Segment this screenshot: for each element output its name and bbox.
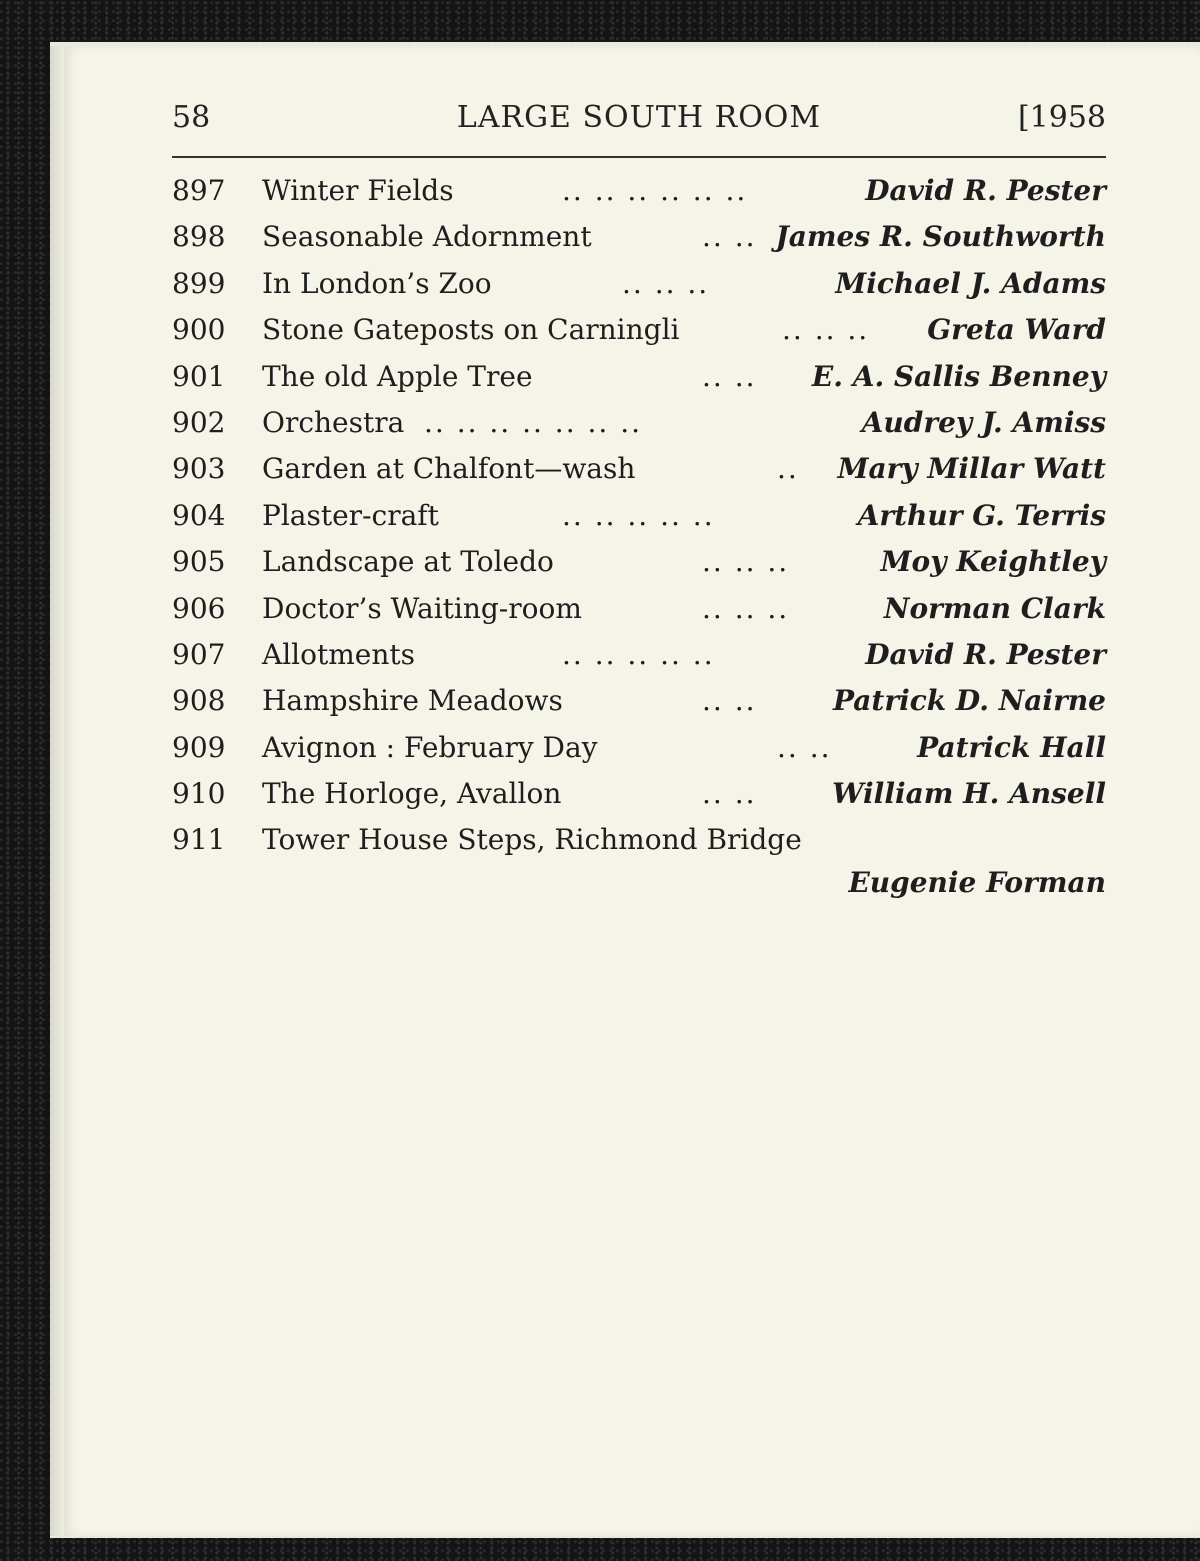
entry-artist: Moy Keightley (880, 545, 1106, 579)
header-rule (172, 156, 1106, 158)
leader-dots: .. .. (702, 684, 757, 718)
entry-number: 905 (172, 545, 226, 579)
entry-title: Allotments (262, 637, 416, 671)
catalogue-entry (172, 261, 1106, 307)
entry-number: 911 (172, 823, 226, 857)
catalogue-entry (172, 678, 1106, 724)
entry-title: In London’s Zoo (262, 266, 492, 300)
entry-artist: David R. Pester (865, 637, 1106, 671)
entry-title: Garden at Chalfont—wash (262, 452, 636, 486)
entry-artist: Patrick D. Nairne (832, 684, 1106, 718)
page-header (172, 100, 1106, 150)
entry-number: 908 (172, 684, 226, 718)
entry-title: Orchestra (262, 405, 405, 439)
entry-number: 901 (172, 359, 226, 393)
leader-dots: .. .. .. (702, 545, 790, 579)
leader-dots: .. .. .. .. .. (562, 498, 715, 532)
catalogue-entry (172, 400, 1106, 446)
leader-dots: .. .. .. .. .. .. (562, 174, 748, 207)
leader-dots: .. .. (777, 730, 832, 764)
entry-number: 910 (172, 777, 226, 811)
entry-artist: Audrey J. Amiss (861, 405, 1106, 439)
entry-title: The old Apple Tree (262, 359, 533, 393)
entry-artist: Michael J. Adams (835, 266, 1106, 300)
catalogue-entry (172, 632, 1106, 678)
entry-title: Avignon : February Day (262, 730, 598, 764)
entry-title: Landscape at Toledo (262, 545, 554, 579)
leader-dots: .. .. .. (702, 591, 790, 625)
running-title: LARGE SOUTH ROOM (456, 100, 822, 135)
entry-artist: James R. Southworth (775, 220, 1106, 254)
entry-artist: Norman Clark (883, 591, 1106, 625)
entry-title: Plaster-craft (262, 498, 439, 532)
entry-title: Stone Gateposts on Carningli (262, 313, 680, 347)
catalogue-entry (172, 493, 1106, 539)
entry-number: 909 (172, 730, 226, 764)
entry-number: 898 (172, 220, 226, 254)
leader-dots: .. .. .. .. .. .. .. (424, 405, 643, 439)
entry-title: The Horloge, Avallon (262, 777, 562, 811)
catalogue-entry (172, 446, 1106, 492)
entry-title: Seasonable Adornment (262, 220, 592, 254)
entry-title: Hampshire Meadows (262, 684, 563, 718)
leader-dots: .. .. (702, 777, 757, 811)
catalogue-entry (172, 725, 1106, 771)
catalogue-entry (172, 354, 1106, 400)
entry-artist: Greta Ward (927, 313, 1106, 347)
leader-dots: .. .. .. (782, 313, 870, 347)
entry-number: 897 (172, 174, 226, 207)
catalogue-list (172, 168, 1106, 910)
leader-dots: .. .. (702, 359, 757, 393)
continuation-artist-line (172, 864, 1106, 910)
entry-number: 907 (172, 637, 226, 671)
entry-artist: David R. Pester (865, 174, 1106, 207)
catalogue-entry (172, 771, 1106, 817)
entry-artist: Eugenie Forman (848, 865, 1106, 899)
leader-dots: .. .. .. (622, 266, 710, 300)
leader-dots: .. (777, 452, 799, 486)
entry-number: 899 (172, 266, 226, 300)
catalogue-entry (172, 817, 1106, 863)
catalogue-entry (172, 586, 1106, 632)
entry-number: 903 (172, 452, 226, 486)
entry-artist: Patrick Hall (917, 730, 1106, 764)
entry-artist: Mary Millar Watt (837, 452, 1106, 486)
leader-dots: .. .. .. .. .. (562, 637, 715, 671)
leader-dots: .. .. (702, 220, 757, 254)
entry-title: Winter Fields (262, 174, 454, 207)
entry-artist: E. A. Sallis Benney (811, 359, 1106, 393)
entry-number: 904 (172, 498, 226, 532)
page-number: 58 (172, 100, 211, 135)
entry-number: 906 (172, 591, 226, 625)
entry-artist: William H. Ansell (832, 777, 1106, 811)
catalogue-entry (172, 539, 1106, 585)
catalogue-entry (172, 214, 1106, 260)
entry-title: Tower House Steps, Richmond Bridge (262, 823, 802, 857)
catalogue-entry (172, 168, 1106, 214)
entry-artist: Arthur G. Terris (857, 498, 1106, 532)
entry-title: Doctor’s Waiting-room (262, 591, 582, 625)
catalogue-entry (172, 307, 1106, 353)
entry-number: 902 (172, 405, 226, 439)
entry-number: 900 (172, 313, 226, 347)
year-label: [1958 (1017, 100, 1106, 135)
